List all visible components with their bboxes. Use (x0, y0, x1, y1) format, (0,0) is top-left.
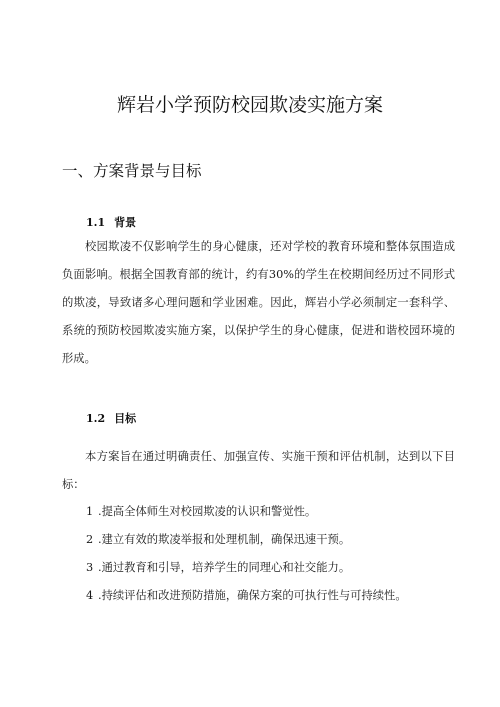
list-item: 1 .提高全体师生对校园欺凌的认识和警觉性。 (86, 505, 317, 518)
list-item: 2 .建立有效的欺凌举报和处理机制，确保迅速干预。 (86, 533, 351, 546)
subsection-label: 目标 (114, 412, 137, 425)
section-heading-background-goals: 一、方案背景与目标 (62, 162, 202, 180)
subsection-label: 背景 (114, 216, 137, 229)
background-paragraph: 校园欺凌不仅影响学生的身心健康，还对学校的教育环境和整体氛围造成负面影响。根据全国教育部的统计，约有30%的学生在校期间经历过不同形式的欺凌，导致诸多心理问题和学业困难。因此，辉岩小学必须制定一套科学、系统的预防校园欺凌实施方案，以保护学生的身心健康，促进和谐校园环境的形成。 (62, 240, 455, 365)
subsection-heading-goals (86, 411, 136, 427)
goals-list (86, 506, 407, 602)
document-title: 辉岩小学预防校园欺凌实施方案 (116, 94, 383, 116)
subsection-heading-background (86, 215, 136, 231)
goals-intro-paragraph: 本方案旨在通过明确责任、加强宣传、实施干预和评估机制，达到以下目标： (62, 450, 455, 491)
list-item: 4 .持续评估和改进预防措施，确保方案的可执行性与可持续性。 (86, 589, 407, 602)
subsection-number: 1.2 (86, 412, 106, 425)
list-item: 3 .通过教育和引导，培养学生的同理心和社交能力。 (86, 561, 351, 574)
subsection-number: 1.1 (86, 216, 106, 229)
